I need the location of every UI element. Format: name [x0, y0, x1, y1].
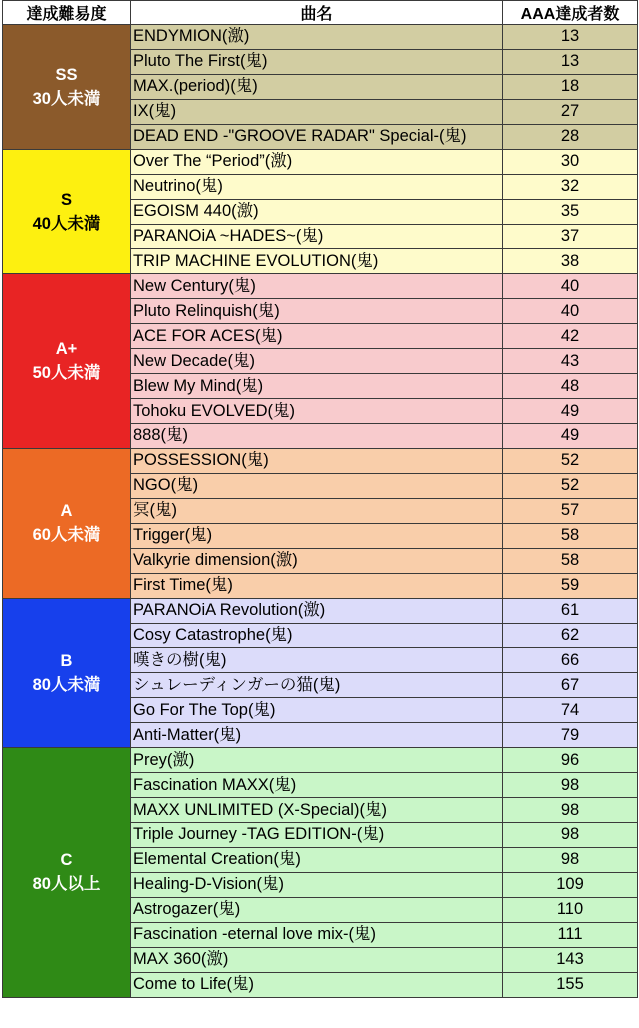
aaa-count: 109 — [503, 872, 638, 897]
tier-condition: 30人未満 — [32, 89, 101, 108]
song-title: Valkyrie dimension(激) — [131, 548, 503, 573]
aaa-count: 18 — [503, 74, 638, 99]
tier-condition: 60人未満 — [32, 526, 101, 545]
aaa-count: 67 — [503, 673, 638, 698]
song-title: Over The “Period”(激) — [131, 149, 503, 174]
table-body — [3, 25, 638, 998]
song-title: Triple Journey -TAG EDITION-(鬼) — [131, 823, 503, 848]
song-title: IX(鬼) — [131, 99, 503, 124]
aaa-count: 111 — [503, 922, 638, 947]
song-title: シュレーディンガーの猫(鬼) — [131, 673, 503, 698]
aaa-count: 32 — [503, 174, 638, 199]
song-title: DEAD END -"GROOVE RADAR" Special-(鬼) — [131, 124, 503, 149]
tier-cell — [3, 598, 131, 748]
aaa-count: 43 — [503, 349, 638, 374]
song-title: Pluto The First(鬼) — [131, 49, 503, 74]
song-title: Neutrino(鬼) — [131, 174, 503, 199]
song-title: PARANOiA ~HADES~(鬼) — [131, 224, 503, 249]
tier-condition: 80人未満 — [32, 675, 101, 694]
aaa-count: 58 — [503, 548, 638, 573]
aaa-count: 37 — [503, 224, 638, 249]
song-title: First Time(鬼) — [131, 573, 503, 598]
aaa-count: 59 — [503, 573, 638, 598]
tier-name: B — [60, 651, 73, 670]
aaa-count: 38 — [503, 249, 638, 274]
header-count: AAA達成者数 — [503, 1, 638, 25]
aaa-count: 74 — [503, 698, 638, 723]
aaa-count: 66 — [503, 648, 638, 673]
aaa-count: 13 — [503, 49, 638, 74]
tier-name: SS — [55, 65, 78, 84]
song-title: Cosy Catastrophe(鬼) — [131, 623, 503, 648]
aaa-count: 96 — [503, 748, 638, 773]
song-title: Tohoku EVOLVED(鬼) — [131, 399, 503, 424]
aaa-count: 40 — [503, 299, 638, 324]
song-title: Fascination MAXX(鬼) — [131, 773, 503, 798]
table-row — [3, 598, 638, 623]
aaa-count: 110 — [503, 897, 638, 922]
tier-name: A+ — [55, 340, 78, 359]
song-title: New Century(鬼) — [131, 274, 503, 299]
song-title: New Decade(鬼) — [131, 349, 503, 374]
song-title: POSSESSION(鬼) — [131, 448, 503, 473]
header-tier: 達成難易度 — [3, 1, 131, 25]
song-title: Trigger(鬼) — [131, 523, 503, 548]
song-title: 888(鬼) — [131, 424, 503, 449]
song-title: Pluto Relinquish(鬼) — [131, 299, 503, 324]
aaa-count: 61 — [503, 598, 638, 623]
song-title: Elemental Creation(鬼) — [131, 847, 503, 872]
aaa-count: 143 — [503, 947, 638, 972]
song-title: Blew My Mind(鬼) — [131, 374, 503, 399]
song-title: PARANOiA Revolution(激) — [131, 598, 503, 623]
song-title: MAX.(period)(鬼) — [131, 74, 503, 99]
song-title: Come to Life(鬼) — [131, 972, 503, 997]
tier-cell — [3, 274, 131, 449]
aaa-count: 98 — [503, 823, 638, 848]
aaa-count: 48 — [503, 374, 638, 399]
tier-cell — [3, 748, 131, 997]
aaa-count: 62 — [503, 623, 638, 648]
tier-condition: 50人未満 — [32, 364, 101, 383]
tier-condition: 40人未満 — [32, 214, 101, 233]
song-title: ENDYMION(激) — [131, 25, 503, 50]
song-title: EGOISM 440(激) — [131, 199, 503, 224]
aaa-count: 27 — [503, 99, 638, 124]
aaa-count: 52 — [503, 448, 638, 473]
song-title: 冥(鬼) — [131, 498, 503, 523]
song-title: MAXX UNLIMITED (X-Special)(鬼) — [131, 798, 503, 823]
song-title: Healing-D-Vision(鬼) — [131, 872, 503, 897]
tier-cell — [3, 25, 131, 150]
aaa-count: 49 — [503, 424, 638, 449]
song-title: TRIP MACHINE EVOLUTION(鬼) — [131, 249, 503, 274]
aaa-count: 58 — [503, 523, 638, 548]
song-title: Anti-Matter(鬼) — [131, 723, 503, 748]
tier-cell — [3, 448, 131, 598]
aaa-count: 98 — [503, 847, 638, 872]
song-title: Prey(激) — [131, 748, 503, 773]
song-title: MAX 360(激) — [131, 947, 503, 972]
aaa-count: 57 — [503, 498, 638, 523]
aaa-count: 79 — [503, 723, 638, 748]
table-row — [3, 748, 638, 773]
aaa-count: 52 — [503, 473, 638, 498]
aaa-count: 42 — [503, 324, 638, 349]
aaa-count: 28 — [503, 124, 638, 149]
aaa-count: 13 — [503, 25, 638, 50]
tier-name: A — [60, 502, 73, 521]
aaa-count: 98 — [503, 798, 638, 823]
tier-cell — [3, 149, 131, 274]
tier-name: S — [60, 190, 72, 209]
song-title: Fascination -eternal love mix-(鬼) — [131, 922, 503, 947]
aaa-count: 49 — [503, 399, 638, 424]
song-title: Astrogazer(鬼) — [131, 897, 503, 922]
table-row — [3, 274, 638, 299]
aaa-count: 30 — [503, 149, 638, 174]
table-row — [3, 149, 638, 174]
song-title: Go For The Top(鬼) — [131, 698, 503, 723]
aaa-count: 35 — [503, 199, 638, 224]
header-song: 曲名 — [131, 1, 503, 25]
tier-condition: 80人以上 — [32, 875, 101, 894]
song-title: ACE FOR ACES(鬼) — [131, 324, 503, 349]
aaa-count: 40 — [503, 274, 638, 299]
difficulty-table — [2, 0, 638, 998]
table-row — [3, 25, 638, 50]
song-title: 嘆きの樹(鬼) — [131, 648, 503, 673]
song-title: NGO(鬼) — [131, 473, 503, 498]
header-row — [3, 1, 638, 25]
tier-name: C — [60, 851, 73, 870]
aaa-count: 98 — [503, 773, 638, 798]
aaa-count: 155 — [503, 972, 638, 997]
table-row — [3, 448, 638, 473]
